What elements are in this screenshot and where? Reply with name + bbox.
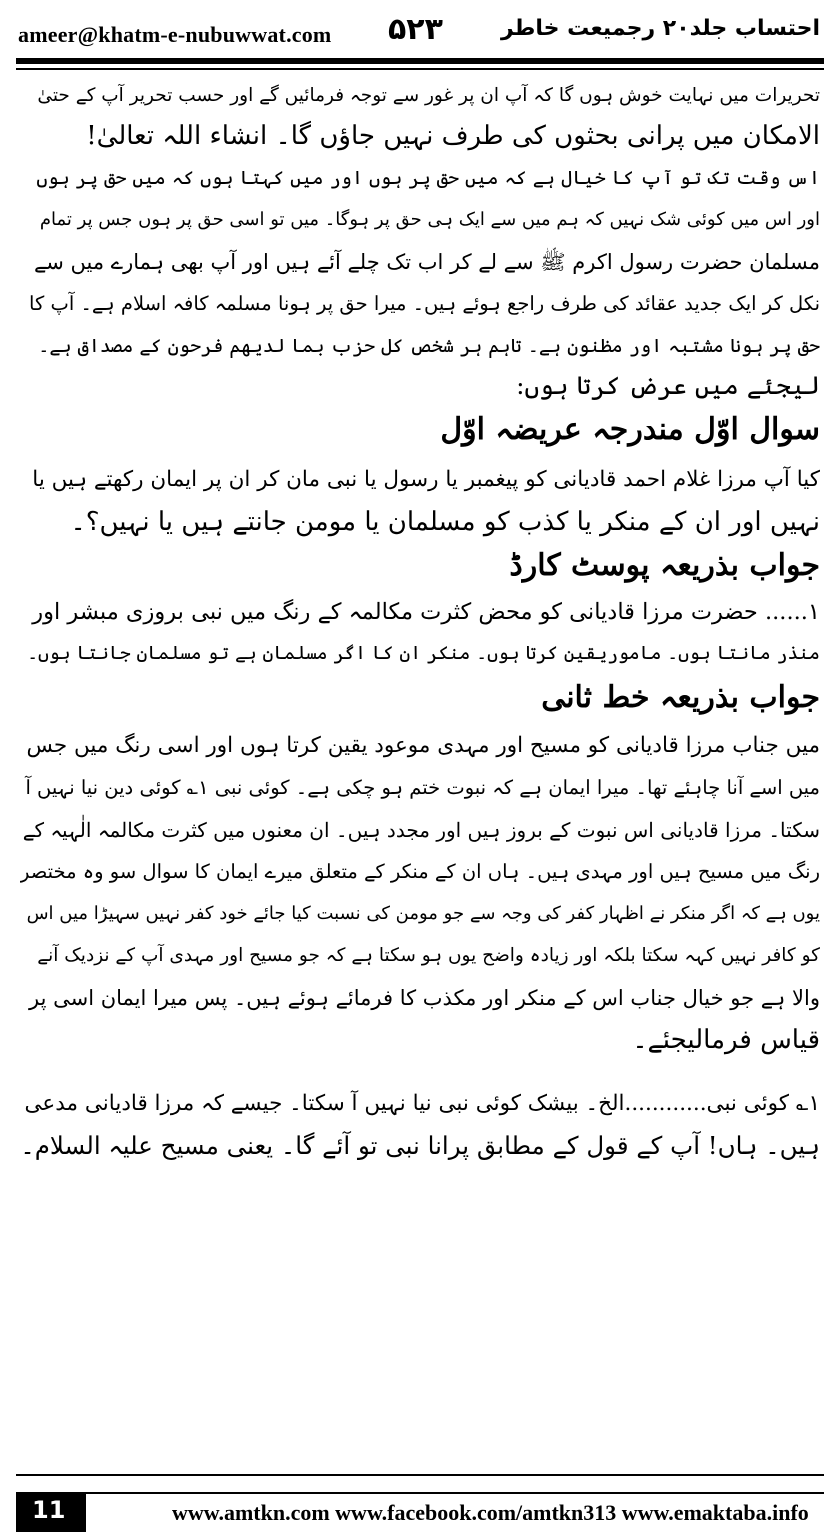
body-line: نکل کر ایک جدید عقائد کی طرف راجع ہوئے ہیں۔ میرا حق پر ہونا مسلمہ کافہ اسلام ہے۔ آپ کا [29, 292, 820, 315]
header-rule-thick [16, 58, 824, 64]
body-line: یوں ہے کہ اگر منکر نے اظہار کفر کی وجہ سے جو مومن کی نسبت کیا جائے خود کفر نہیں سہیڑا میں اس [26, 903, 820, 924]
body-line: اس وقت تک تو آپ کا خیال ہے کہ میں حق پر ہوں اور میں کہتا ہوں کہ میں حق پر ہوں [36, 167, 820, 189]
footnote-line: ۱؎ کوئی نبی............الخ۔ بیشک کوئی نبی نیا نہیں آ سکتا۔ جیسے کہ مرزا قادیانی مدعی [24, 1091, 820, 1116]
section-heading: جواب بذریعہ خط ثانی [541, 680, 820, 715]
body-line: میں اسے آنا چاہئے تھا۔ میرا ایمان ہے کہ نبوت ختم ہو چکی ہے۔ کوئی نبی ۱؎ کوئی دین نیا نہیں آ [25, 776, 820, 799]
footer-link-band [86, 1492, 824, 1532]
header-email: ameer@khatm-e-nubuwwat.com [18, 22, 332, 47]
body-line: کو کافر نہیں کہہ سکتا بلکہ اور زیادہ واضح یوں ہو سکتا ہے کہ جو مسیح اور مہدی آپ کے نزدیک آنے [37, 945, 820, 966]
header-page-number: ۵۲۳ [388, 12, 443, 47]
footnote-line: ہیں۔ ہاں! آپ کے قول کے مطابق پرانا نبی تو آئے گا۔ یعنی مسیح علیہ السلام۔ [20, 1131, 820, 1160]
footer-rule [16, 1474, 824, 1476]
body-line: اور اس میں کوئی شک نہیں کہ ہم میں سے ایک ہی حق پر ہوگا۔ میں تو اسی حق پر ہوں جس پر تمام [39, 209, 820, 230]
body-line: نہیں اور ان کے منکر یا کذب کو مسلمان یا مومن جانتے ہیں یا نہیں؟۔ [70, 507, 820, 537]
body-line: حق پر ہونا مشتبہ اور مظنون ہے۔ تاہم ہر شخص کل حزب بما لدیھم فرحون کے مصداق ہے۔ [38, 335, 820, 357]
body-line: رنگ میں مسیح ہیں اور مہدی ہیں۔ ہاں ان کے منکر کے متعلق میرے ایمان کا سوال سو وہ مختصر [20, 860, 820, 883]
body-line: مسلمان حضرت رسول اکرم ﷺ سے لے کر اب تک چلے آئے ہیں اور آپ بھی ہمارے میں سے [33, 250, 820, 274]
body-line: کیا آپ مرزا غلام احمد قادیانی کو پیغمبر یا رسول یا نبی مان کر ان پر ایمان رکھتے ہیں یا [32, 467, 820, 492]
body-line: والا ہے جو خیال جناب اس کے منکر اور مکذب کا فرمائے ہوئے ہیں۔ پس میرا ایمان اسی پر [29, 986, 820, 1010]
footer-page-label: 11 [32, 1496, 66, 1524]
body-line: سکتا۔ مرزا قادیانی اس نبوت کے بروز ہیں اور مجدد ہیں۔ ان معنوں میں کثرت مکالمہ الٰہیہ کے [22, 818, 820, 842]
section-heading: جواب بذریعہ پوسٹ کارڈ [509, 548, 820, 583]
body-line: الامکان میں پرانی بحثوں کی طرف نہیں جاؤں گا۔ انشاء اللہ تعالیٰ! [86, 121, 820, 151]
page-body [20, 76, 820, 1476]
body-line: ۱...... حضرت مرزا قادیانی کو محض کثرت مکالمہ کے رنگ میں نبی بروزی مبشر اور [32, 599, 820, 625]
footer-links: www.amtkn.com www.facebook.com/amtkn313 www.emaktaba.info [172, 1500, 809, 1525]
header-rule-thin [16, 68, 824, 70]
body-line: میں جناب مرزا قادیانی کو مسیح اور مہدی موعود یقین کرتا ہوں اور اسی رنگ میں جس [26, 733, 820, 758]
page-footer [16, 1492, 824, 1532]
header-title: احتساب جلد۲۰ رجمیعت خاطر [500, 16, 820, 41]
body-line: تحریرات میں نہایت خوش ہوں گا کہ آپ ان پر غور سے توجہ فرمائیں گے اور حسب تحریر آپ کے حتیٰ [37, 85, 820, 106]
body-line: لیجئے میں عرض کرتا ہوں: [516, 371, 820, 400]
body-line: قیاس فرمالیجئے۔ [632, 1025, 820, 1055]
page-header [16, 8, 824, 54]
section-heading: سوال اوّل مندرجہ عریضہ اوّل [440, 412, 820, 447]
body-line: منذر مانتا ہوں۔ ماموریقین کرتا ہوں۔ منکر ان کا اگر مسلمان ہے تو مسلمان جانتا ہوں۔ [27, 643, 820, 664]
